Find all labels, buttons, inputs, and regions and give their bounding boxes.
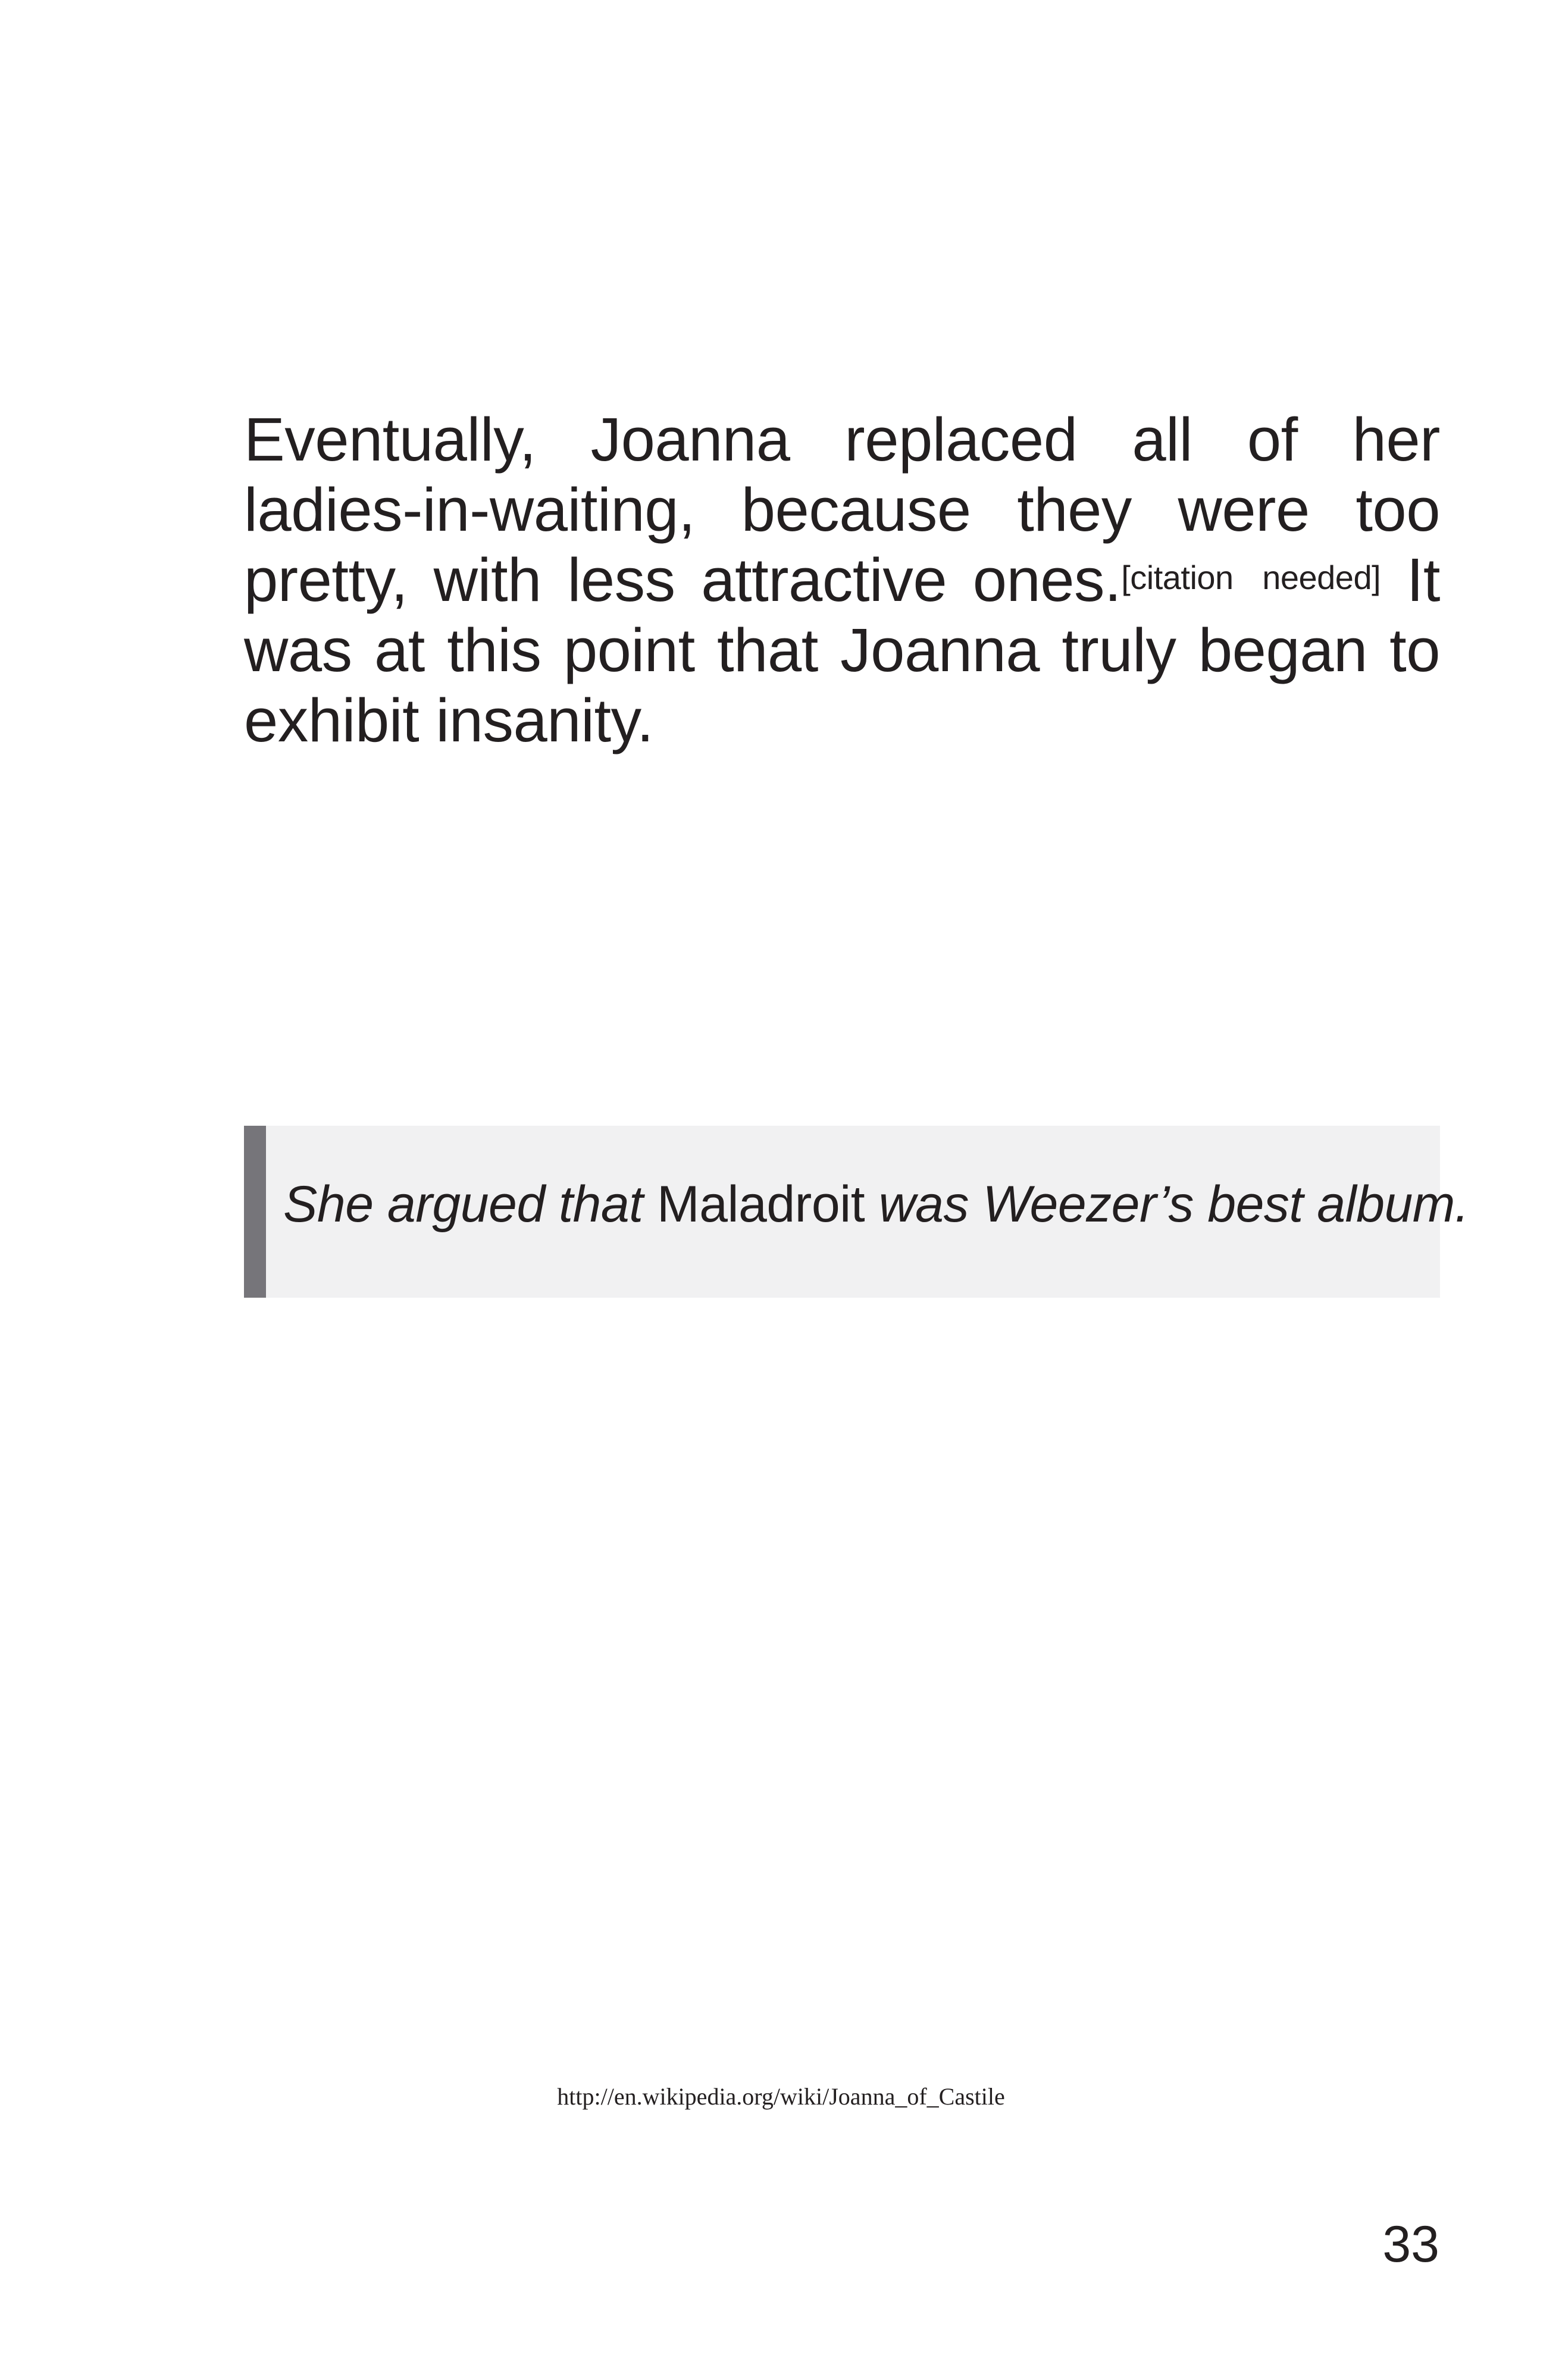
paragraph-text-after: It was at this point that Joanna truly began to exhibit insanity. bbox=[244, 546, 1440, 754]
page-number: 33 bbox=[1382, 2216, 1439, 2273]
pull-quote-part2: was Weezer’s best album. bbox=[878, 1176, 1469, 1233]
pull-quote-album-title: Maladroit bbox=[656, 1176, 865, 1233]
body-paragraph bbox=[244, 405, 1440, 756]
source-url[interactable]: http://en.wikipedia.org/wiki/Joanna_of_Castile bbox=[557, 2083, 1005, 2110]
pull-quote-bar bbox=[244, 1126, 266, 1298]
pull-quote bbox=[244, 1126, 1469, 1298]
citation-needed-note[interactable]: [citation needed] bbox=[1121, 559, 1381, 596]
paragraph-text-before: Eventually, Joanna replaced all of her ladies-in-waiting, because they were too pretty, with less attractive ones. bbox=[244, 405, 1440, 614]
pull-quote-part1: She argued that bbox=[283, 1176, 643, 1233]
pull-quote-text bbox=[283, 1175, 1469, 1234]
